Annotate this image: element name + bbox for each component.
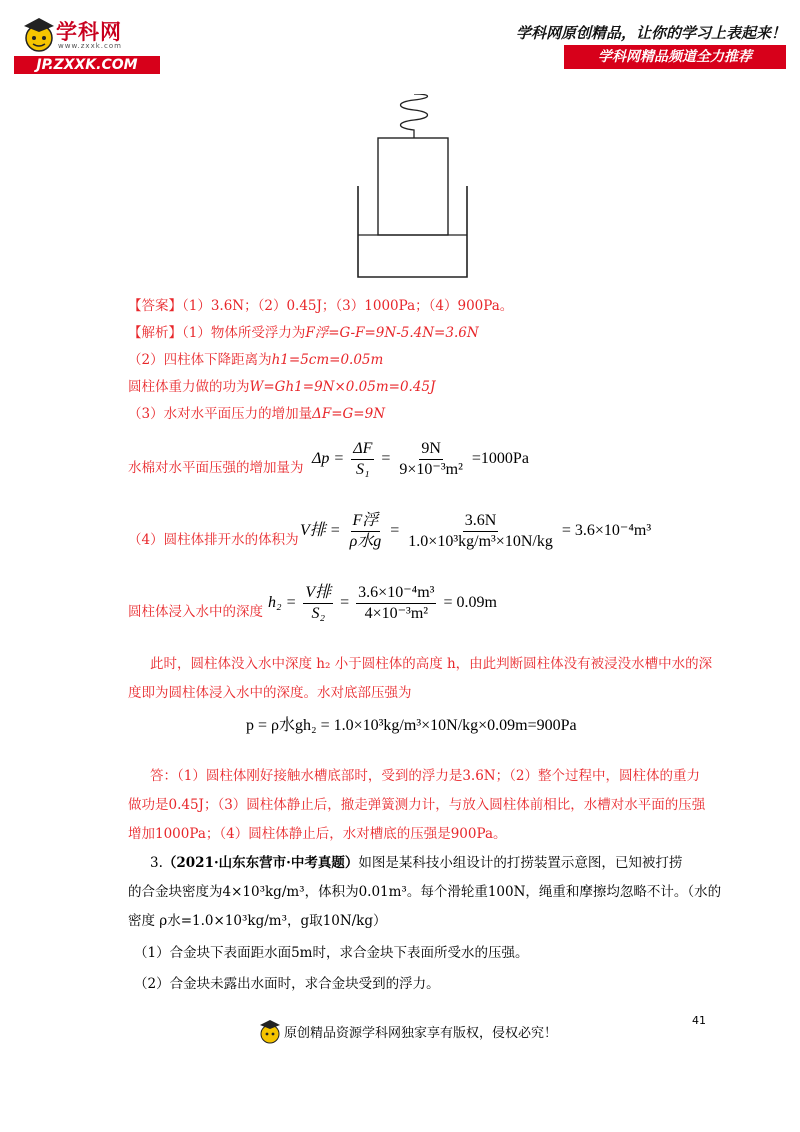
analysis-line-7: 圆柱体浸入水中的深度 <box>128 604 263 620</box>
analysis-line-3 <box>128 377 435 397</box>
question3-line-2: 的合金块密度为4×10³kg/m³，体积为0.01m³。每个滑轮重100N，绳重和摩擦均忽略不计。（水的 <box>128 884 722 900</box>
footer-copyright: 原创精品资源学科网独家享有版权，侵权必究！ <box>284 1026 558 1041</box>
analysis-paragraph-1: 此时，圆柱体没入水中深度 h₂ 小于圆柱体的高度 h，由此判断圆柱体没有被浸没水槽中水的深 <box>150 656 713 672</box>
analysis-l1-formula: F浮=G-F=9N-5.4N=3.6N <box>305 325 479 341</box>
eq2-rhs: = 3.6×10⁻⁴m³ <box>561 522 652 540</box>
eq1-mid: = <box>381 450 391 468</box>
analysis-line-4 <box>128 404 385 424</box>
analysis-line-2 <box>128 350 383 370</box>
logo-name: 学科网 <box>56 20 122 44</box>
spring-icon <box>401 94 428 138</box>
header-banner: 学科网精品频道全力推荐 <box>564 45 786 69</box>
analysis-paragraph-2: 度即为圆柱体浸入水中的深度。水对底部压强为 <box>128 685 412 701</box>
question3-sub-2: （2）合金块未露出水面时，求合金块受到的浮力。 <box>134 976 440 992</box>
answer-text: （1）3.6N；（2）0.45J；（3）1000Pa；（4）900Pa。 <box>182 298 514 314</box>
cylinder-shape <box>378 138 448 235</box>
analysis-l3-formula: W=Gh1=9N×0.05m=0.45J <box>249 379 436 395</box>
analysis-tag: 【解析】 <box>128 325 182 341</box>
eq3-den2: 4×10⁻³m² <box>364 605 429 622</box>
eq3-num: V排 <box>303 584 333 604</box>
equation-displaced-volume <box>300 512 651 551</box>
eq1-den: S₁ <box>355 461 370 478</box>
conclusion-line-1: 答：（1）圆柱体刚好接触水槽底部时，受到的浮力是3.6N；（2）整个过程中，圆柱体的重力 <box>150 768 700 784</box>
eq1-rhs: =1000Pa <box>471 450 529 468</box>
eq3-den: S₂ <box>311 605 326 622</box>
eq3-rhs: = 0.09m <box>443 594 497 612</box>
question3-sub-1: （1）合金块下表面距水面5m时，求合金块下表面所受水的压强。 <box>134 945 529 961</box>
logo-url: JP.ZXXK.COM <box>14 56 160 74</box>
eq3-lhs: h₂ = <box>268 594 297 612</box>
answer-tag: 【答案】 <box>128 298 182 314</box>
analysis-l1-prefix: （1）物体所受浮力为 <box>182 325 306 341</box>
analysis-l4-formula: ΔF=G=9N <box>312 406 386 422</box>
question3-text: 如图是某科技小组设计的打捞装置示意图，已知被打捞 <box>358 855 683 871</box>
analysis-l2-prefix: （2）四柱体下降距离为 <box>128 352 272 368</box>
conclusion-line-2: 做功是0.45J；（3）圆柱体静止后，撤走弹簧测力计，与放入圆柱体前相比，水槽对水平面的压强 <box>128 797 706 813</box>
answer-line <box>128 296 513 316</box>
eq3-num2: 3.6×10⁻⁴m³ <box>356 584 436 604</box>
question3-line-1 <box>150 853 682 873</box>
eq2-num2: 3.6N <box>463 512 499 532</box>
analysis-line-1 <box>128 323 479 343</box>
conclusion-line-3: 增加1000Pa；（4）圆柱体静止后，水对槽底的压强是900Pa。 <box>128 826 507 842</box>
cylinder-tank-figure <box>350 94 480 284</box>
mascot-icon <box>20 16 58 56</box>
equation-pressure-increase <box>312 440 529 479</box>
logo-sub: www.zxxk.com <box>58 42 122 50</box>
site-logo[interactable] <box>8 16 160 74</box>
analysis-line-5: 水棉对水平面压强的增加量为 <box>128 460 304 476</box>
eq1-lhs: Δp = <box>312 450 345 468</box>
eq1-den2: 9×10⁻³m² <box>399 461 463 478</box>
eq1-num2: 9N <box>419 440 443 460</box>
eq1-num: ΔF <box>351 440 374 460</box>
eq2-mid: = <box>390 522 400 540</box>
analysis-l4-prefix: （3）水对水平面压力的增加量 <box>128 406 313 422</box>
eq3-mid: = <box>340 594 350 612</box>
analysis-line-6: （4）圆柱体排开水的体积为 <box>128 532 299 548</box>
eq2-den2: 1.0×10³kg/m³×10N/kg <box>408 533 553 550</box>
equation-immersion-depth <box>268 584 497 623</box>
analysis-l2-formula: h1=5cm=0.05m <box>271 352 384 368</box>
page-number: 41 <box>692 1014 706 1027</box>
eq2-lhs: V排 = <box>300 522 341 540</box>
question3-source: （2021·山东东营市·中考真题） <box>162 855 359 871</box>
question3-number: 3. <box>150 855 163 871</box>
eq2-num: F浮 <box>351 512 381 532</box>
analysis-l3-prefix: 圆柱体重力做的功为 <box>128 379 250 395</box>
eq2-den: ρ水g <box>349 533 382 550</box>
footer-mascot-icon <box>258 1018 282 1046</box>
question3-line-3: 密度 ρ水=1.0×10³kg/m³，g取10N/kg） <box>128 913 387 929</box>
header-slogan: 学科网原创精品，让你的学习上表起来！ <box>515 24 786 42</box>
equation-bottom-pressure: p = ρ水gh₂ = 1.0×10³kg/m³×10N/kg×0.09m=900Pa <box>246 717 577 734</box>
